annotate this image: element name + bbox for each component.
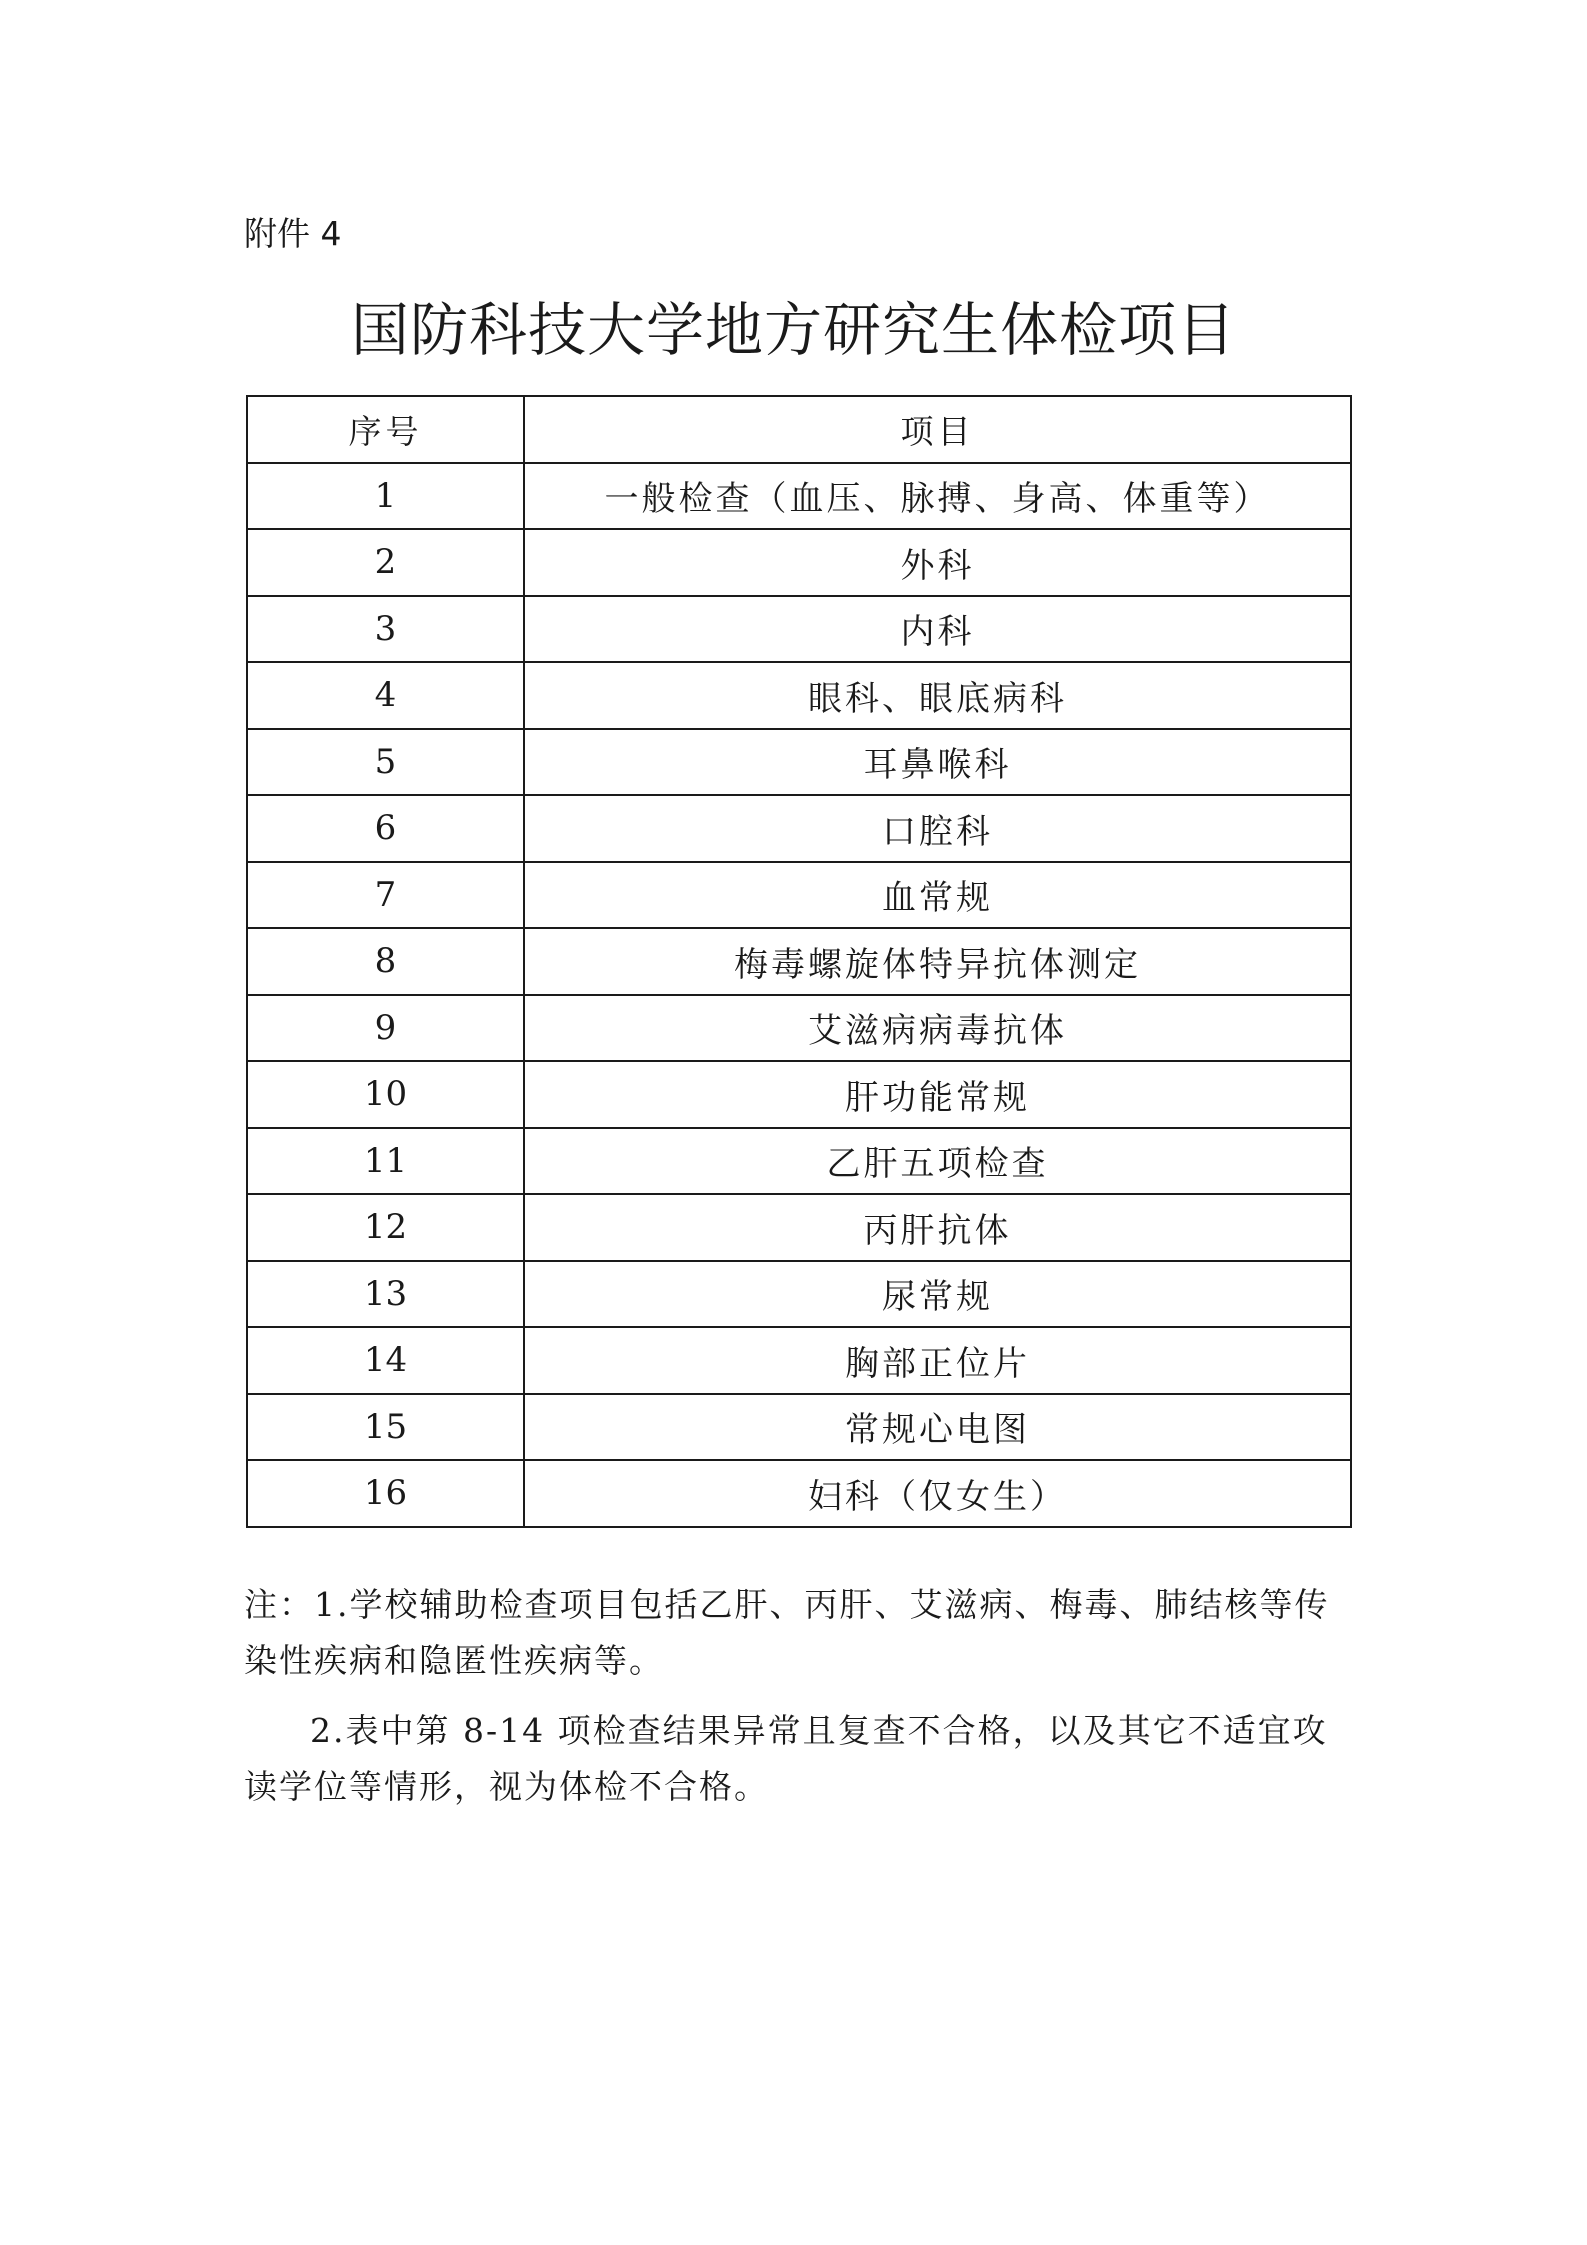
table-row — [247, 795, 1351, 862]
exam-item: 眼科、眼底病科 — [524, 662, 1351, 729]
exam-item: 耳鼻喉科 — [524, 729, 1351, 796]
row-number: 13 — [247, 1261, 524, 1328]
row-number: 14 — [247, 1327, 524, 1394]
row-number: 6 — [247, 795, 524, 862]
table-row — [247, 1061, 1351, 1128]
row-number: 12 — [247, 1194, 524, 1261]
attachment-label: 附件 4 — [244, 214, 342, 253]
exam-item: 常规心电图 — [524, 1394, 1351, 1461]
table-row — [247, 1261, 1351, 1328]
table-row — [247, 995, 1351, 1062]
table-body — [247, 463, 1351, 1527]
table-row — [247, 1394, 1351, 1461]
table-row — [247, 1327, 1351, 1394]
exam-item: 一般检查（血压、脉搏、身高、体重等） — [524, 463, 1351, 530]
table-row — [247, 1194, 1351, 1261]
note-2: 2.表中第 8-14 项检查结果异常且复查不合格，以及其它不适宜攻读学位等情形，视为体检不合格。 — [244, 1711, 1328, 1806]
column-header-item: 项目 — [524, 396, 1351, 463]
exam-item: 乙肝五项检查 — [524, 1128, 1351, 1195]
exam-item: 妇科（仅女生） — [524, 1460, 1351, 1527]
row-number: 10 — [247, 1061, 524, 1128]
exam-item: 外科 — [524, 529, 1351, 596]
notes — [244, 1577, 1354, 1815]
exam-item: 内科 — [524, 596, 1351, 663]
row-number: 3 — [247, 596, 524, 663]
row-number: 1 — [247, 463, 524, 530]
exam-item: 丙肝抗体 — [524, 1194, 1351, 1261]
row-number: 5 — [247, 729, 524, 796]
table-header-row — [247, 396, 1351, 463]
table-row — [247, 928, 1351, 995]
table-row — [247, 529, 1351, 596]
table-row — [247, 1128, 1351, 1195]
table-row — [247, 596, 1351, 663]
exam-item: 口腔科 — [524, 795, 1351, 862]
exam-item: 艾滋病病毒抗体 — [524, 995, 1351, 1062]
table-row — [247, 662, 1351, 729]
table-row — [247, 729, 1351, 796]
page-title: 国防科技大学地方研究生体检项目 — [350, 296, 1236, 364]
row-number: 2 — [247, 529, 524, 596]
row-number: 11 — [247, 1128, 524, 1195]
note-1: 注：1.学校辅助检查项目包括乙肝、丙肝、艾滋病、梅毒、肺结核等传染性疾病和隐匿性疾病等。 — [244, 1585, 1330, 1680]
row-number: 16 — [247, 1460, 524, 1527]
exam-items-table — [246, 395, 1350, 1528]
table-row — [247, 862, 1351, 929]
column-header-no: 序号 — [247, 396, 524, 463]
row-number: 9 — [247, 995, 524, 1062]
row-number: 4 — [247, 662, 524, 729]
row-number: 8 — [247, 928, 524, 995]
table-row — [247, 1460, 1351, 1527]
exam-item: 血常规 — [524, 862, 1351, 929]
exam-item: 尿常规 — [524, 1261, 1351, 1328]
row-number: 7 — [247, 862, 524, 929]
row-number: 15 — [247, 1394, 524, 1461]
exam-item: 胸部正位片 — [524, 1327, 1351, 1394]
exam-item: 梅毒螺旋体特异抗体测定 — [524, 928, 1351, 995]
exam-item: 肝功能常规 — [524, 1061, 1351, 1128]
table-row — [247, 463, 1351, 530]
